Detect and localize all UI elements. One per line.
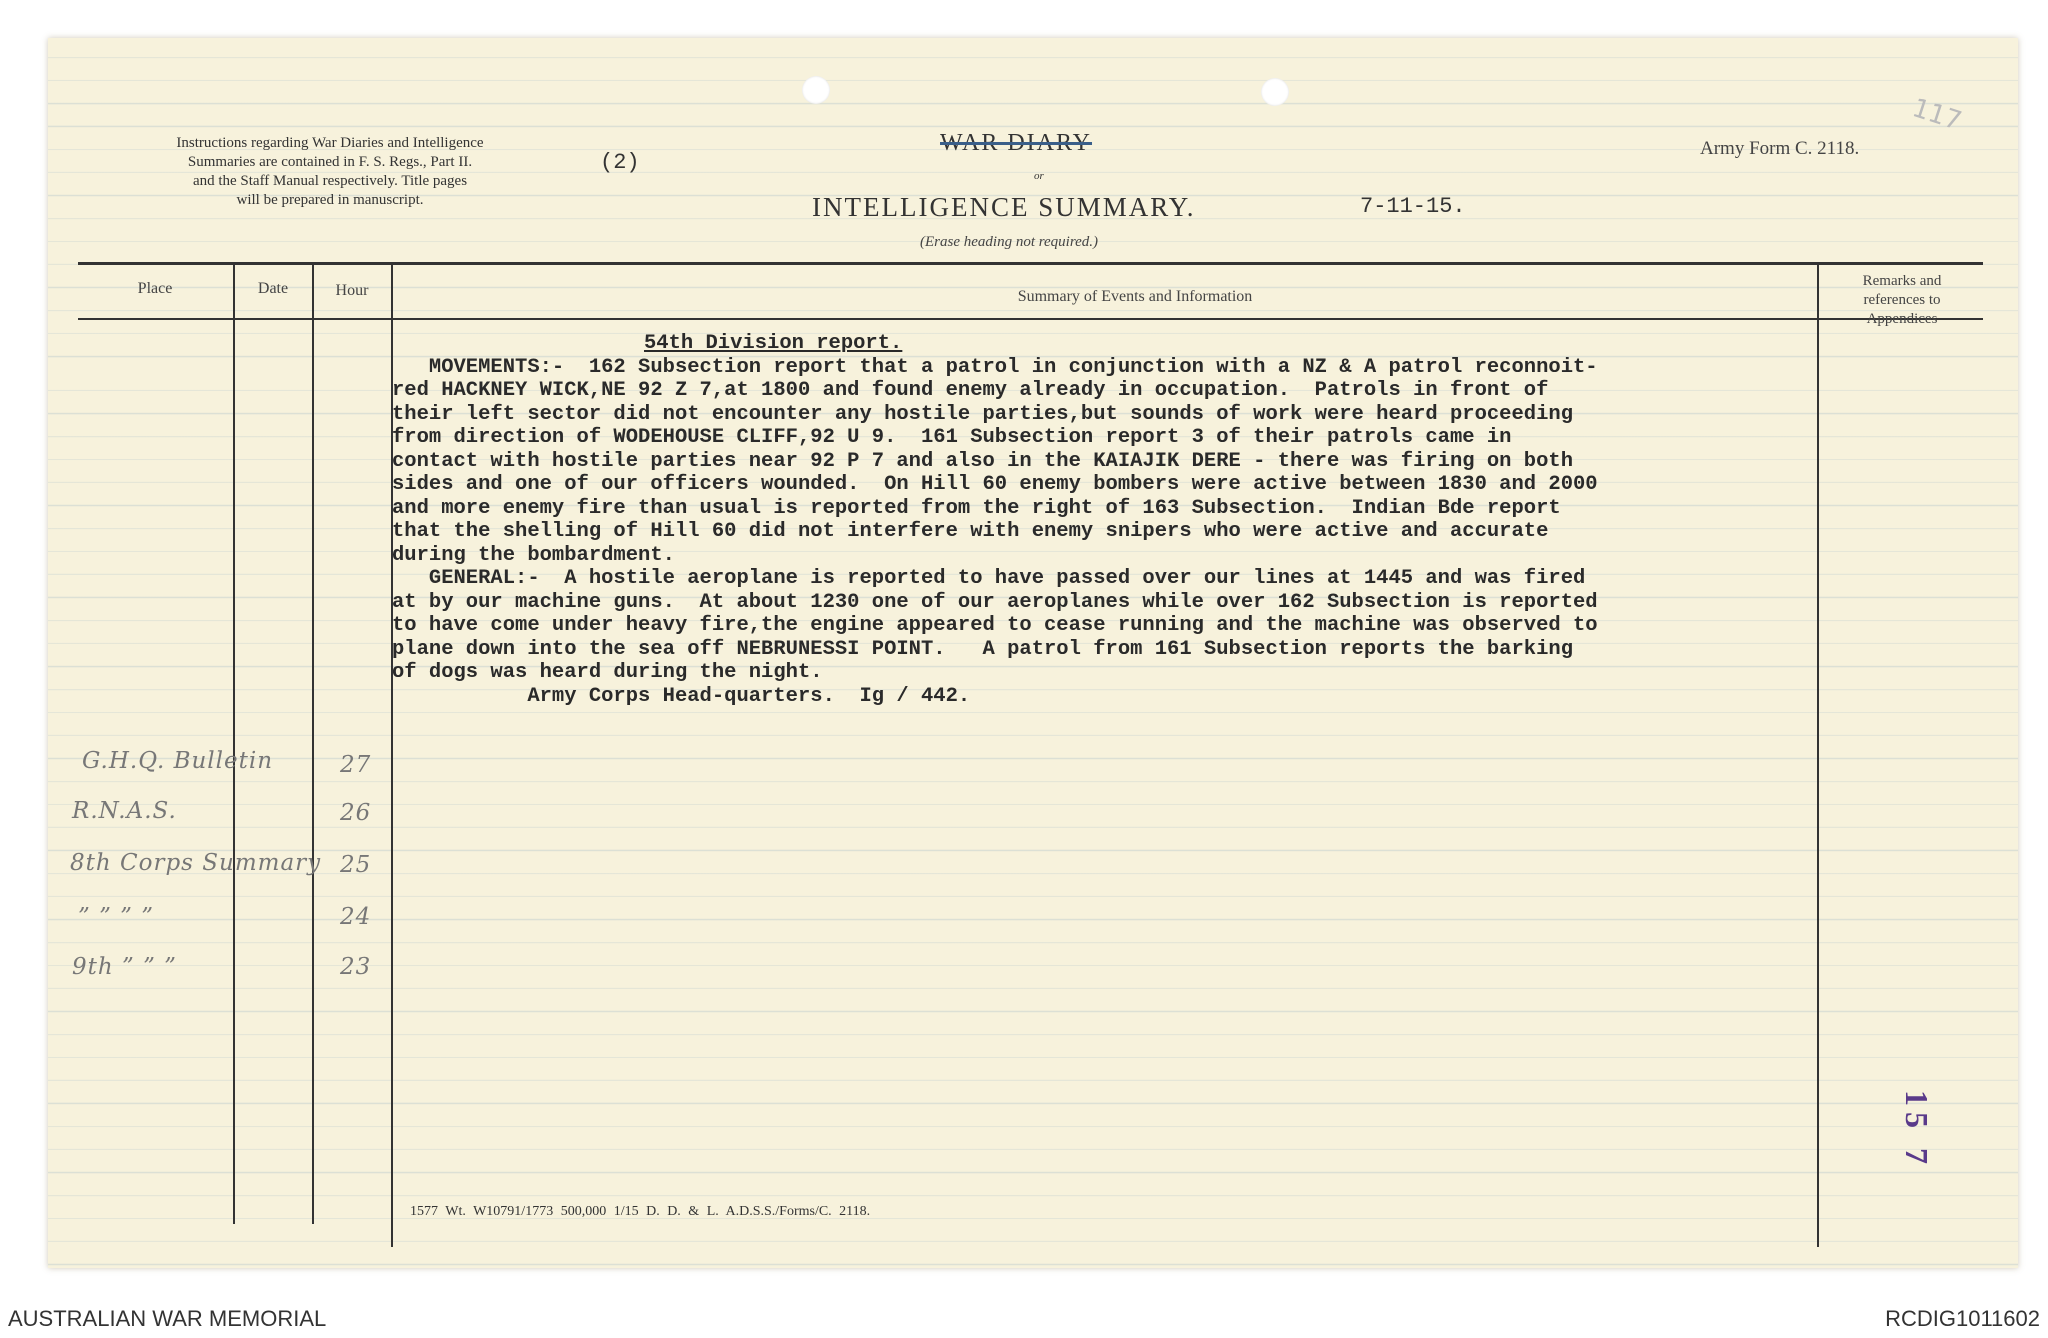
report-line: at by our machine guns. At about 1230 one of our aeroplanes while over 162 Subsection is reported xyxy=(392,590,1598,614)
table-top-rule xyxy=(78,262,1983,265)
column-head-date: Date xyxy=(257,280,289,297)
report-line: to have come under heavy fire,the engine appeared to cease running and the machine was observed to xyxy=(392,614,1598,637)
handwritten-number: 24 xyxy=(340,904,372,930)
column-head-summary: Summary of Events and Information xyxy=(1017,288,1253,305)
report-line: their left sector did not encounter any hostile parties,but sounds of work were heard proceeding xyxy=(392,402,1573,426)
punch-hole-right xyxy=(1261,78,1289,106)
column-head-remarks xyxy=(1822,272,1982,329)
report-line: during the bombardment. xyxy=(392,543,675,567)
report-line: from direction of WODEHOUSE CLIFF,92 U 9. 161 Subsection report 3 of their patrols came in xyxy=(392,426,1512,449)
remarks-head-line: Appendices xyxy=(1866,311,1938,327)
report-line: of dogs was heard during the night. xyxy=(392,661,823,684)
section-number: (2) xyxy=(600,150,640,175)
table-header-rule xyxy=(78,318,1983,320)
report-title: 54th Division report. xyxy=(644,332,903,355)
handwritten-number: 27 xyxy=(340,752,372,778)
report-line: Army Corps Head-quarters. Ig / 442. xyxy=(392,684,971,708)
handwritten-number: 26 xyxy=(340,800,372,826)
archive-caption-left: AUSTRALIAN WAR MEMORIAL xyxy=(8,1306,327,1331)
instruction-line: Summaries are contained in F. S. Regs., Part II. xyxy=(187,154,473,170)
report-line: sides and one of our officers wounded. On Hill 60 enemy bombers were active between 1830 and 2000 xyxy=(392,473,1598,496)
report-line: plane down into the sea off NEBRUNESSI POINT. A patrol from 161 Subsection reports the barking xyxy=(392,637,1573,661)
handwritten-label: ” ” ” ” xyxy=(78,904,154,930)
report-line: GENERAL:- A hostile aeroplane is reported to have passed over our lines at 1445 and was fired xyxy=(392,567,1586,590)
handwritten-number: 25 xyxy=(340,852,372,878)
report-line: MOVEMENTS:- 162 Subsection report that a patrol in conjunction with a NZ & A patrol reconnoit- xyxy=(392,355,1598,379)
instruction-line: will be prepared in manuscript. xyxy=(236,192,424,208)
handwritten-label: R.N.A.S. xyxy=(72,798,177,824)
remarks-head-line: references to xyxy=(1863,292,1941,308)
handwritten-label: 8th Corps Summary xyxy=(70,850,322,876)
report-line: and more enemy fire than usual is reported from the right of 163 Subsection. Indian Bde report xyxy=(392,496,1561,520)
column-head-hour: Hour xyxy=(335,282,369,299)
army-form-number: Army Form C. 2118. xyxy=(1700,138,1860,159)
war-diary-title: WAR DIARY xyxy=(940,130,1093,156)
punch-hole-left xyxy=(802,76,830,104)
instruction-line: Instructions regarding War Diaries and Intelligence xyxy=(176,135,484,151)
remarks-head-line: Remarks and xyxy=(1862,273,1942,289)
pencil-page-mark: 117 xyxy=(1908,93,1966,137)
report-line: red HACKNEY WICK,NE 92 Z 7,at 1800 and found enemy already in occupation. Patrols in front of xyxy=(392,379,1549,402)
instruction-line: and the Staff Manual respectively. Title pages xyxy=(192,173,468,189)
intelligence-summary-title: INTELLIGENCE SUMMARY. xyxy=(812,192,1196,222)
column-divider-place xyxy=(233,262,235,1224)
printer-imprint: 1577 Wt. W10791/1773 500,000 1/15 D. D. & L. A.D.S.S./Forms/C. 2118. xyxy=(410,1204,871,1219)
report-body xyxy=(392,332,1842,708)
column-divider-date xyxy=(312,262,314,1224)
handwritten-label: 9th ” ” ” xyxy=(72,954,177,980)
or-word: or xyxy=(1034,170,1044,182)
folio-stamp: 15 7 xyxy=(1899,1090,1935,1170)
handwritten-number: 23 xyxy=(340,954,372,980)
erase-heading-note: (Erase heading not required.) xyxy=(920,234,1099,250)
archive-caption-right: RCDIG1011602 xyxy=(1885,1306,2040,1331)
form-instructions xyxy=(80,134,580,210)
report-line: that the shelling of Hill 60 did not interfere with enemy snipers who were active and accurate xyxy=(392,520,1549,543)
report-date: 7-11-15. xyxy=(1360,194,1466,219)
report-line: contact with hostile parties near 92 P 7 and also in the KAIAJIK DERE - there was firing on both xyxy=(392,449,1573,473)
handwritten-label: G.H.Q. Bulletin xyxy=(82,748,274,774)
column-head-place: Place xyxy=(137,280,173,297)
